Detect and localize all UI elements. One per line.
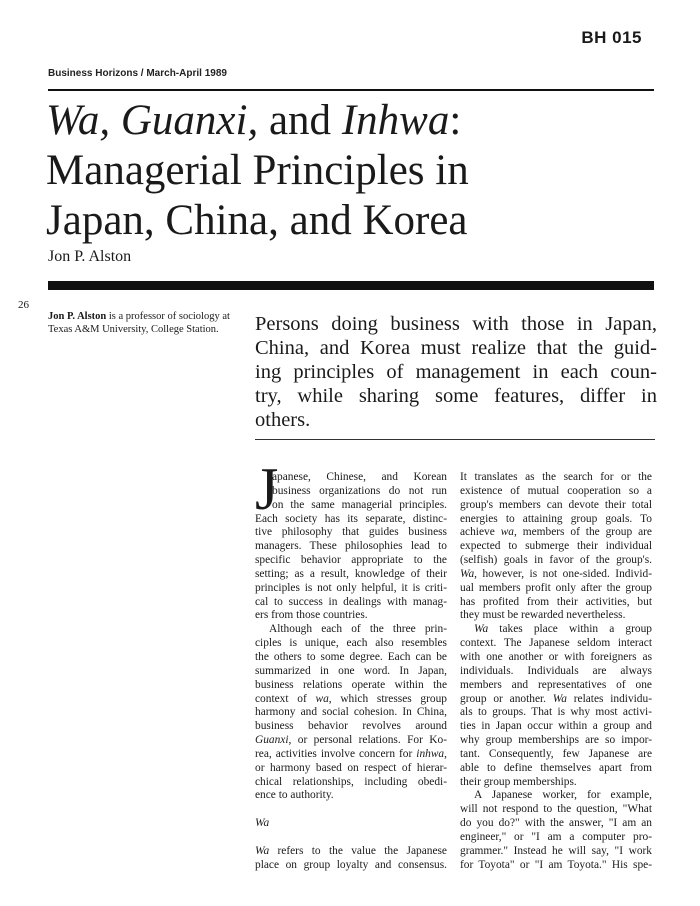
lead-line: ing principles of management in each coun-	[255, 361, 657, 383]
body-line: Although each of the three prin-	[269, 623, 447, 636]
body-line: cal to success in dealings with manag-	[255, 595, 447, 608]
drop-cap: J	[255, 456, 279, 522]
document-code: BH 015	[581, 28, 642, 47]
body-line: A Japanese worker, for example,	[474, 789, 652, 802]
body-line: tant. Consequently, few Japanese are	[460, 747, 652, 760]
lead-rule	[255, 439, 655, 440]
body-line: Each society has its separate, distinc-	[255, 512, 447, 525]
section-heading-wa: Wa	[255, 817, 270, 830]
body-line: (selfish) goals in favor of the group's.	[460, 554, 652, 567]
body-column-right	[460, 471, 652, 872]
body-line: tive philosophy that guides business	[255, 526, 447, 539]
body-line: they must be rewarded nevertheless.	[460, 609, 626, 622]
article-title	[46, 96, 469, 246]
body-line: has profited from their activities, but	[460, 595, 652, 608]
body-line: It translates as the search for or the	[460, 471, 652, 483]
body-line: grammer." Instead he will say, "I work	[460, 844, 652, 857]
body-line: ence to authority.	[255, 789, 334, 802]
body-line: rea, activities involve concern for inhwa,	[255, 747, 447, 760]
body-line: or harmony based on respect of hierar-	[255, 761, 447, 774]
body-line: harmony and social cohesion. In China,	[255, 706, 447, 719]
body-line: group or another. Wa relates individu-	[460, 692, 652, 705]
body-line: do you do?" with the answer, "I am an	[460, 817, 652, 830]
body-line: business organizations do not run	[272, 484, 447, 497]
body-line: Guanxi, or personal relations. For Ko-	[255, 734, 447, 747]
body-line: context. The Japanese seldom interact	[460, 637, 652, 650]
body-line: context of wa, which stresses group	[255, 692, 447, 705]
body-line: ciples is unique, each also resembles	[255, 637, 447, 650]
body-line: als to groups. That is why most activi-	[460, 706, 652, 719]
lead-line: others.	[255, 409, 311, 431]
body-line: with one another or with foreigners as	[460, 650, 652, 663]
body-line: apanese, Chinese, and Korean	[272, 471, 447, 483]
body-line: business relations operate within the	[255, 678, 447, 691]
spacer	[255, 831, 447, 845]
body-line: on the same managerial principles.	[272, 498, 447, 511]
page-number: 26	[18, 299, 29, 311]
title-line-1: Wa, Guanxi, and Inhwa:	[46, 97, 462, 144]
body-line: specific behavior appropriate to the	[255, 554, 447, 567]
body-line: energies to attaining group goals. To	[460, 512, 652, 525]
lead-line: China, and Korea must realize that the guid-	[255, 337, 657, 359]
body-line: will not respond to the question, "What	[460, 803, 652, 816]
body-line: chical relationships, including obedi-	[255, 775, 447, 788]
body-line: achieve wa, members of the group are	[460, 526, 652, 539]
body-line: able to define themselves apart from	[460, 761, 652, 774]
body-column-left	[255, 471, 447, 872]
lead-line: try, while sharing some features, differ in	[255, 385, 657, 407]
body-line: ties in Japan occur within a group and	[460, 720, 652, 733]
body-line: summarized in one word. In Japan,	[255, 664, 447, 677]
title-line-3: Japan, China, and Korea	[46, 197, 468, 244]
body-line: existence of mutual cooperation so a	[460, 484, 652, 497]
lead-paragraph	[255, 312, 657, 432]
top-rule	[48, 89, 654, 91]
body-line: members and representatives of one	[460, 678, 652, 691]
author-bio: Jon P. Alston is a professor of sociology at Texas A&M University, College Station.	[48, 311, 230, 335]
lead-line: Persons doing business with those in Japan,	[255, 313, 657, 335]
journal-citation: Business Horizons / March-April 1989	[48, 68, 227, 79]
body-line: Wa refers to the value the Japanese	[255, 844, 447, 857]
body-line: business behavior revolves around	[255, 720, 447, 733]
body-line: expected to submerge their individual	[460, 540, 652, 553]
body-line: ual members profit only after the group	[460, 581, 652, 594]
body-line: ers from those countries.	[255, 609, 368, 622]
body-line: the others to some degree. Each can be	[255, 650, 447, 663]
spacer	[255, 803, 447, 817]
body-line: place on group loyalty and consensus.	[255, 858, 447, 871]
body-line: why group memberships are so impor-	[460, 734, 652, 747]
body-line: engineer," or "I am a computer pro-	[460, 830, 652, 843]
body-line: individuals. Individuals are always	[460, 664, 652, 677]
body-line: setting; as a result, knowledge of their	[255, 567, 447, 580]
body-line: Wa, however, is not one-sided. Individ-	[460, 567, 652, 580]
body-line: group's members can devote their total	[460, 498, 652, 511]
thick-rule	[48, 281, 654, 290]
body-line: principles is not only helpful, it is criti-	[255, 581, 447, 594]
body-line: Wa takes place within a group	[474, 623, 652, 636]
title-line-2: Managerial Principles in	[46, 147, 469, 194]
author-byline: Jon P. Alston	[48, 248, 132, 265]
body-line: for Toyota" or "I am Toyota." His spe-	[460, 858, 652, 871]
body-line: managers. These philosophies lead to	[255, 540, 447, 553]
body-line: their group memberships.	[460, 775, 577, 788]
